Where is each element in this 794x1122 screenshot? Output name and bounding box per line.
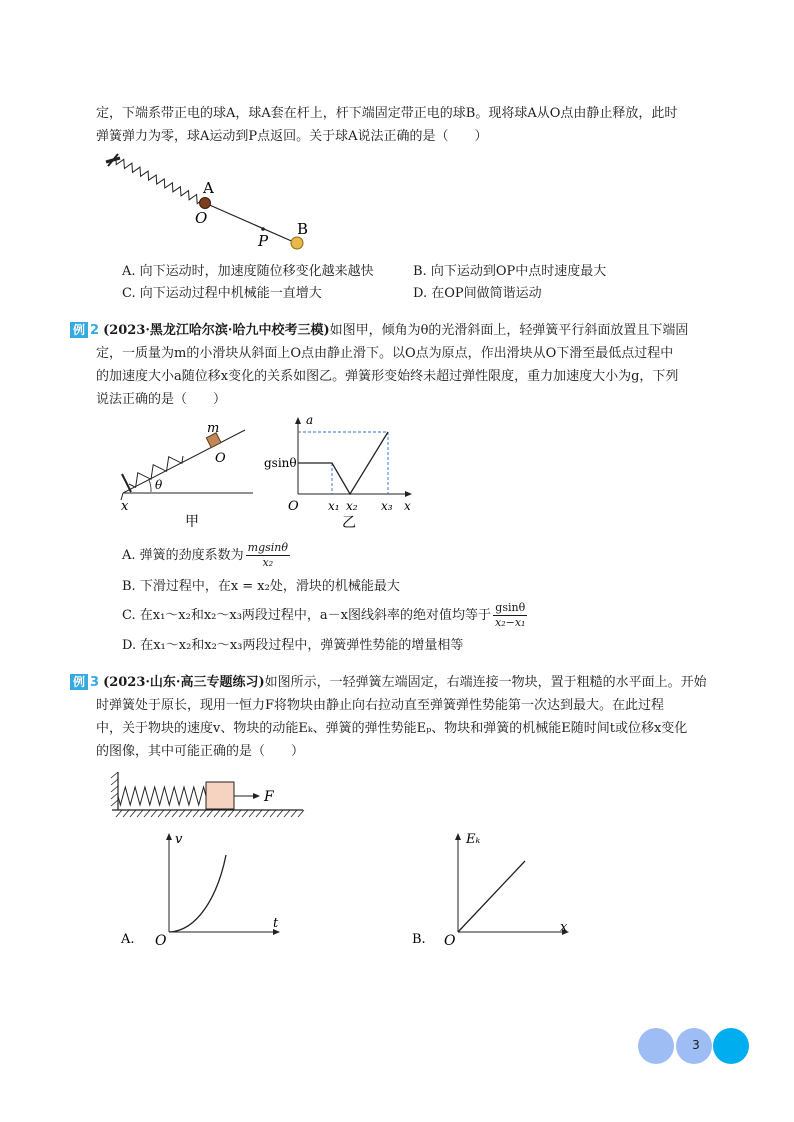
q2-example-number: 2 [90,323,100,338]
q2-option-C-fraction [493,601,527,630]
q2-text-line-3: 的加速度大小a随位移x变化的关系如图乙。弹簧形变始终未超过弹性限度，重力加速度大小为g，下列 [96,369,679,384]
q3-text-line-3: 中，关于物块的速度v、物块的动能Eₖ、弹簧的弹性势能Eₚ、物块和弹簧的机械能E随时间t或位移x变化 [96,721,688,736]
q3-text-line-1 [70,674,707,692]
q3-example-number: 3 [90,675,100,690]
q2-figure-a-x-graph [262,412,422,537]
q1-label-O: O [195,209,208,227]
q3-graph-B-y-label: Eₖ [466,832,481,847]
q2-label-m: m [207,421,220,436]
q3-example-tag: 例 [70,674,88,690]
q1-text-line-2: 弹簧弹力为零，球A运动到P点返回。关于球A说法正确的是（ ） [96,129,488,144]
q2-text-line-4: 说法正确的是（ ） [96,392,227,407]
q1-text-line-1: 定，下端系带正电的球A，球A套在杆上，杆下端固定带正电的球B。现将球A从O点由静止释放，此时 [96,106,678,121]
q3-source: (2023·山东·高三专题练习) [103,675,265,690]
q2-label-O: O [215,451,226,466]
q3-graph-B-x-label: x [560,920,568,935]
q1-option-B: B. 向下运动到OP中点时速度最大 [413,264,607,279]
q2-option-C-denominator: x₂−x₁ [495,616,526,629]
q2-option-A-text: A. 弹簧的劲度系数为 [122,548,244,563]
q1-label-P: P [258,232,269,250]
q1-label-A: A [203,179,214,197]
q2-text-line-2: 定，一质量为m的小滑块从斜面上O点由静止滑下。以O点为原点，作出滑块从O下滑至最低点过程中 [96,346,674,361]
q3-text-line-2: 时弹簧处于原长，现用一恒力F将物块由静止向右拉动直至弹簧弹性势能第一次达到最大。在此过程 [96,698,665,713]
q2-graph-label-a: a [306,413,314,427]
q2-text-line-1 [70,322,688,340]
q3-graph-A-origin: O [155,933,167,949]
q2-graph-origin: O [288,499,299,514]
q1-figure-rod [100,148,340,258]
q2-option-A-numerator: mgsinθ [247,541,288,554]
q2-option-A [122,541,292,571]
q1-option-D: D. 在OP间做简谐运动 [413,286,542,301]
q3-graph-B-option: B. [412,932,426,947]
q2-caption-yi: 乙 [342,515,356,531]
q2-option-C-text: C. 在x₁～x₂和x₂～x₃两段过程中，a－x图线斜率的绝对值均等于 [122,608,492,623]
q2-label-x: x [121,499,129,514]
q1-label-B: B [297,220,309,238]
q2-option-B: B. 下滑过程中，在x = x₂处，滑块的机械能最大 [122,579,400,594]
q3-graph-B [410,825,590,950]
q2-option-D: D. 在x₁～x₂和x₂～x₃两段过程中，弹簧弹性势能的增量相等 [122,638,464,653]
q2-graph-label-gsin: gsinθ [264,456,297,470]
q2-graph-x3: x₃ [381,499,393,513]
q2-source: (2023·黑龙江哈尔滨·哈九中校考三模) [103,323,330,338]
q1-option-A: A. 向下运动时，加速度随位移变化越来越快 [122,264,374,279]
q3-figure-spring-block [108,768,308,818]
q3-text-line-4: 的图像，其中可能正确的是（ ） [96,744,305,759]
q2-figure-incline [115,418,265,533]
q2-caption-jia: 甲 [185,514,199,530]
q2-option-C [122,601,529,631]
q2-option-A-fraction [246,541,290,570]
q2-label-theta: θ [155,478,163,492]
q2-option-C-numerator: gsinθ [493,601,527,616]
q3-graph-A-x-label: t [273,916,279,931]
q2-text-1: 如图甲，倾角为θ的光滑斜面上，轻弹簧平行斜面放置且下端固 [329,323,689,338]
q3-graph-A [118,825,298,950]
q2-graph-x-axis: x [404,499,411,513]
q3-text-1: 如图所示，一轻弹簧左端固定，右端连接一物块，置于粗糙的水平面上。开始 [264,675,707,690]
q2-example-tag: 例 [70,322,88,338]
q3-graph-A-y-label: v [175,832,183,847]
page-number: 3 [692,1038,700,1052]
q3-label-F: F [264,789,274,805]
q3-graph-A-option: A. [121,932,135,947]
q1-option-C: C. 向下运动过程中机械能一直增大 [122,286,322,301]
q2-option-A-denominator: x₂ [262,556,274,569]
q2-graph-x2: x₂ [346,499,358,513]
q2-graph-x1: x₁ [328,499,340,513]
q3-graph-B-origin: O [444,933,456,949]
